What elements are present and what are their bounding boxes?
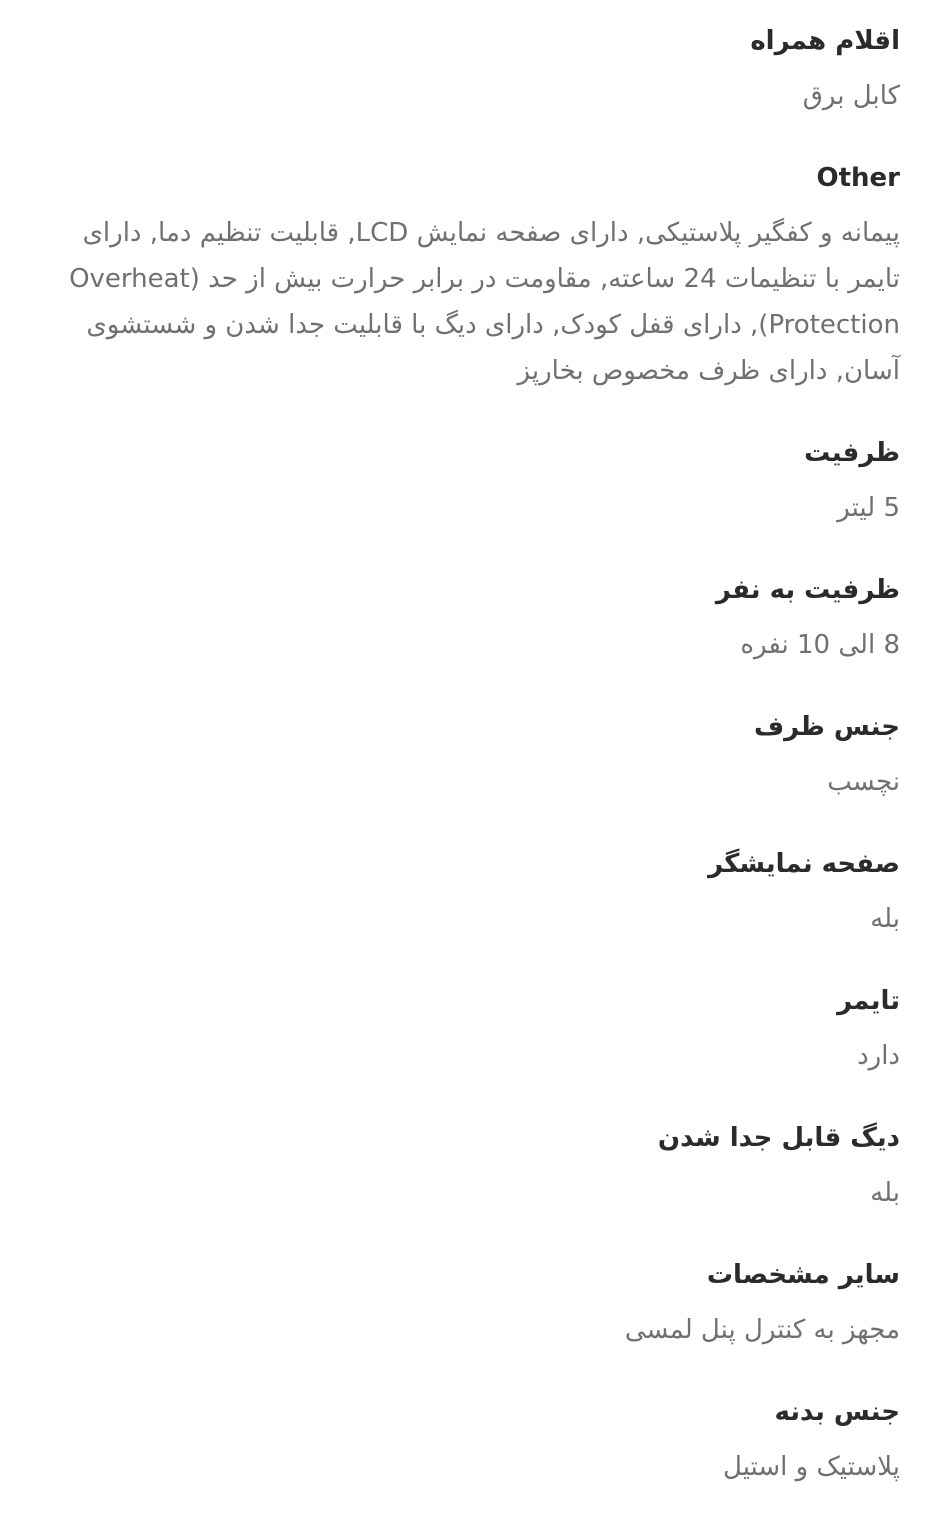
spec-item-capacity-persons [44,567,900,704]
spec-item-pot-material [44,704,900,841]
spec-item-other-features [44,1252,900,1389]
spec-value: 8 الی 10 نفره [740,630,900,660]
spec-value: پیمانه و کفگیر پلاستیکی, دارای صفحه نمایش LCD, قابلیت تنظیم دما, دارای تایمر با تنظیمات 24 ساعته, مقاومت در برابر حرارت بیش از حد (Overheat Protection), دارای قفل کودک, دارای دیگ با قابلیت جدا شدن و شستشوی آسان, دارای ظرف مخصوص بخارپز [69,218,900,386]
spec-value: بله [870,1178,900,1208]
spec-label: سایر مشخصات [706,1260,900,1290]
spec-item-body-material [44,1389,900,1526]
spec-item-display [44,841,900,978]
spec-value: بله [870,904,900,934]
spec-item-accessories [44,18,900,155]
spec-value: نچسب [827,767,900,797]
spec-label: صفحه نمایشگر [708,849,900,879]
spec-value: مجهز به کنترل پنل لمسی [624,1315,900,1345]
spec-label: تایمر [837,986,900,1016]
spec-item-timer [44,978,900,1115]
spec-item-removable-pot [44,1115,900,1252]
spec-label: جنس بدنه [774,1397,900,1427]
spec-value: پلاستیک و استیل [723,1452,900,1482]
spec-label: ظرفیت به نفر [715,575,900,605]
spec-label: اقلام همراه [750,26,900,56]
spec-value: 5 لیتر [837,493,900,523]
spec-label: ظرفیت [804,438,900,468]
spec-label: Other [816,163,900,193]
spec-label: جنس ظرف [753,712,900,742]
spec-item-other [44,155,900,430]
spec-item-capacity [44,430,900,567]
spec-value: دارد [857,1041,900,1071]
spec-value: کابل برق [802,81,900,111]
spec-label: دیگ قابل جدا شدن [657,1123,900,1153]
